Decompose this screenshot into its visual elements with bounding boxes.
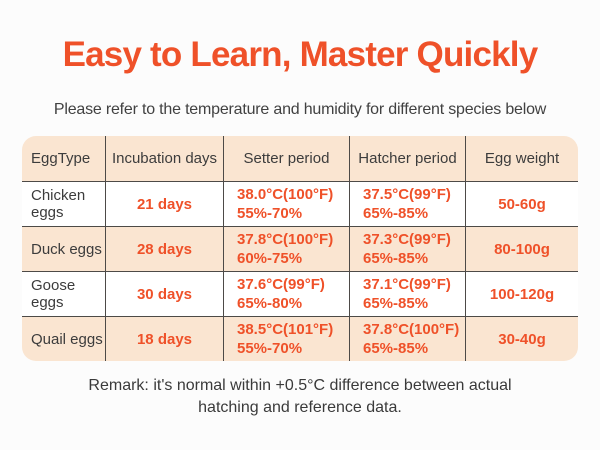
incubation-days-cell: 18 days	[106, 317, 224, 361]
incubation-days-cell: 30 days	[106, 272, 224, 316]
egg-type-cell: Quail eggs	[22, 317, 106, 361]
hatcher-humidity: 65%-85%	[363, 250, 429, 267]
setter-humidity: 60%-75%	[237, 250, 303, 267]
hatcher-period-cell	[350, 317, 466, 361]
hatcher-humidity: 65%-85%	[363, 205, 429, 222]
setter-temperature: 37.6°C(99°F)	[237, 276, 325, 293]
hatcher-period-cell	[350, 272, 466, 316]
setter-humidity: 65%-80%	[237, 295, 303, 312]
egg-type-cell: Goose eggs	[22, 272, 106, 316]
incubation-days-cell: 21 days	[106, 182, 224, 226]
hatcher-temperature: 37.3°C(99°F)	[363, 231, 451, 248]
remark-line-2: hatching and reference data.	[198, 399, 402, 416]
hatcher-humidity: 65%-85%	[363, 340, 429, 357]
column-header-egg-type: EggType	[22, 136, 106, 181]
egg-weight-cell: 50-60g	[466, 182, 578, 226]
table-row-goose	[22, 271, 578, 316]
table-row-duck	[22, 226, 578, 271]
remark-line-1: Remark: it's normal within +0.5°C difference between actual	[88, 377, 512, 394]
page-title: Easy to Learn, Master Quickly	[62, 35, 538, 74]
hatcher-period-cell	[350, 227, 466, 271]
table-row-quail	[22, 316, 578, 361]
column-header-egg-weight: Egg weight	[466, 136, 578, 181]
setter-temperature: 38.5°C(101°F)	[237, 321, 334, 338]
hatcher-temperature: 37.5°C(99°F)	[363, 186, 451, 203]
setter-humidity: 55%-70%	[237, 340, 303, 357]
egg-type-cell: Chicken eggs	[22, 182, 106, 226]
hatcher-humidity: 65%-85%	[363, 295, 429, 312]
page-subtitle: Please refer to the temperature and humidity for different species below	[53, 101, 547, 118]
setter-humidity: 55%-70%	[237, 205, 303, 222]
incubation-table	[22, 136, 578, 361]
hatcher-temperature: 37.1°C(99°F)	[363, 276, 451, 293]
setter-temperature: 37.8°C(100°F)	[237, 231, 334, 248]
remark-note	[0, 375, 600, 419]
table-header-row	[22, 136, 578, 181]
column-header-setter-period: Setter period	[224, 136, 350, 181]
column-header-hatcher-period: Hatcher period	[350, 136, 466, 181]
egg-weight-cell: 100-120g	[466, 272, 578, 316]
hatcher-temperature: 37.8°C(100°F)	[363, 321, 460, 338]
setter-temperature: 38.0°C(100°F)	[237, 186, 334, 203]
setter-period-cell	[224, 182, 350, 226]
setter-period-cell	[224, 227, 350, 271]
infographic-page	[0, 37, 600, 450]
column-header-incubation-days: Incubation days	[106, 136, 224, 181]
setter-period-cell	[224, 272, 350, 316]
hatcher-period-cell	[350, 182, 466, 226]
setter-period-cell	[224, 317, 350, 361]
incubation-days-cell: 28 days	[106, 227, 224, 271]
table-row-chicken	[22, 181, 578, 226]
egg-type-cell: Duck eggs	[22, 227, 106, 271]
egg-weight-cell: 80-100g	[466, 227, 578, 271]
egg-weight-cell: 30-40g	[466, 317, 578, 361]
